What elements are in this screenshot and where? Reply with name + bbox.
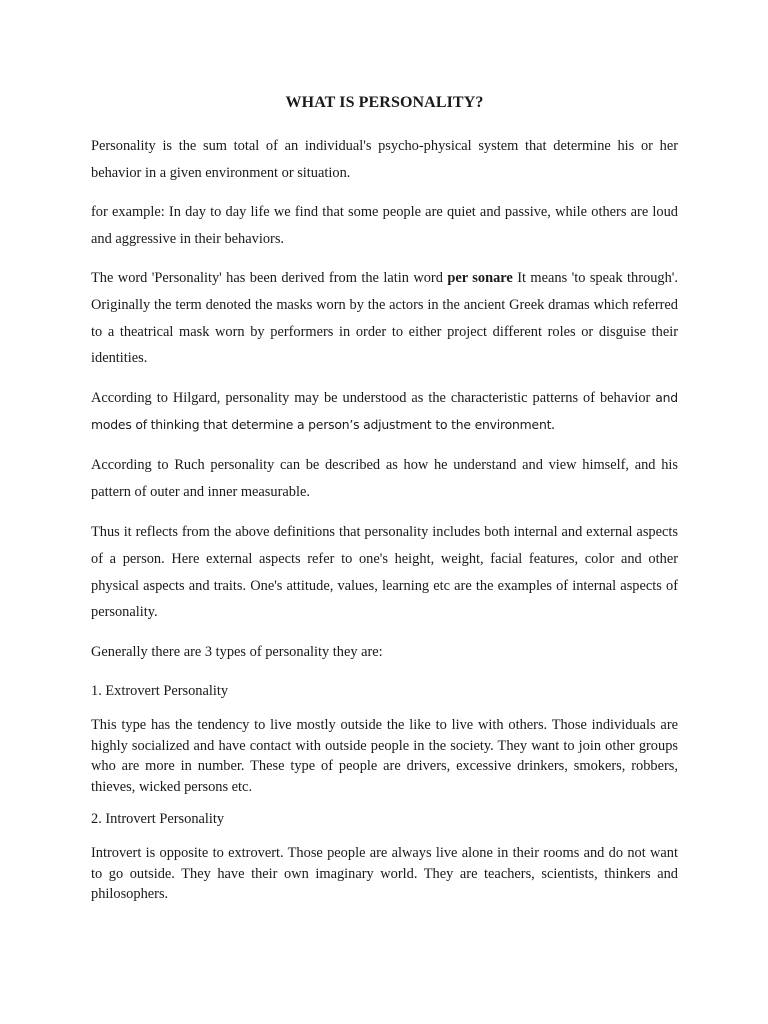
paragraph-hilgard — [91, 385, 678, 439]
paragraph-definition: Personality is the sum total of an individual's psycho-physical system that determine his or her behavior in a given environment or situation. — [91, 138, 678, 181]
hilgard-line-2: and modes of thinking that determine a person’s adjustment to the environment — [91, 390, 678, 432]
paragraph-introvert: Introvert is opposite to extrovert. Those people are always live alone in their rooms and do not want to go outside. They have their own imaginary world. They are teachers, scientists, thinkers and philosophers. — [91, 845, 678, 902]
hilgard-period: . — [551, 416, 555, 433]
hilgard-line-1: According to Hilgard, personality may be understood as the characteristic patterns of behavior — [91, 390, 651, 406]
etymology-text-end: It means 'to speak through'. Originally the term denoted the masks worn by the actors in the ancient Greek dramas which referred to a theatrical mask worn by performers in order to either project different roles or disguise their identities. — [91, 270, 678, 367]
paragraph-aspects: Thus it reflects from the above definitions that personality includes both internal and external aspects of a person. Here external aspects refer to one's height, weight, facial features, color and other physical aspects and traits. One's attitude, values, learning etc are the examples of internal aspects of personality. — [91, 524, 678, 621]
heading-introvert: 2. Introvert Personality — [91, 811, 225, 827]
paragraph-etymology — [91, 265, 678, 372]
paragraph-ruch: According to Ruch personality can be described as how he understand and view himself, and his pattern of outer and inner measurable. — [91, 457, 678, 500]
heading-extrovert: 1. Extrovert Personality — [91, 683, 229, 699]
etymology-text-start: The word 'Personality' has been derived from the latin word — [91, 270, 448, 286]
page-title: WHAT IS PERSONALITY? — [285, 94, 484, 111]
paragraph-example: for example: In day to day life we find that some people are quiet and passive, while others are loud and aggressive in their behaviors. — [91, 204, 678, 247]
paragraph-extrovert: This type has the tendency to live mostly outside the like to live with others. Those individuals are highly socialized and have contact with outside people in the society. They want to join other groups who are more in number. These type of people are drivers, excessive drinkers, smokers, robbers, thieves, wicked persons etc. — [91, 717, 678, 795]
etymology-bold-term: per sonare — [447, 270, 513, 286]
paragraph-types-intro: Generally there are 3 types of personality they are: — [91, 644, 383, 660]
